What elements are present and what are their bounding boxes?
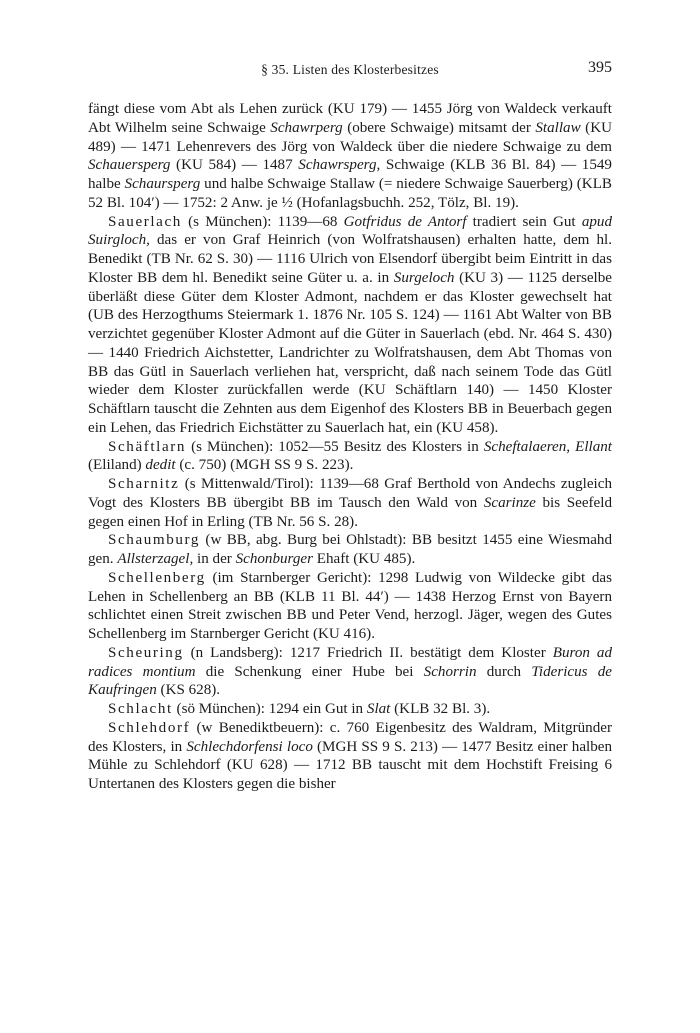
text-run: fängt diese vom Abt als Lehen zurück (KU 179) — 1455 Jörg von Waldeck verkauft Abt Wilhelm seine Schwaige: [88, 101, 612, 136]
italic-term: Schonburger: [235, 551, 313, 567]
text-run: (c. 750) (MGH SS 9 S. 223).: [175, 457, 354, 474]
entry-place-name: Schäftlarn: [108, 438, 187, 455]
page-number: 395: [588, 59, 612, 76]
entry-place-name: Schlacht: [108, 701, 173, 717]
entry-place-name: Scharnitz: [108, 476, 180, 492]
text-run: (obere Schwaige) mitsamt der: [342, 119, 536, 136]
italic-term: apud Suirgloch,: [88, 213, 612, 249]
text-run: die Schenkung einer Hube bei: [195, 663, 424, 680]
text-run: Schwaige (KLB 36 Bl. 84) — 1549 halbe: [88, 157, 612, 192]
text-run: (s München): 1139—68: [181, 213, 344, 230]
text-run: (sö München): 1294 ein Gut in: [172, 701, 367, 717]
italic-term: Stallaw: [535, 119, 581, 136]
paragraph: [88, 438, 612, 476]
italic-term: Schlechdorfensi loco: [186, 738, 313, 755]
italic-term: Slat: [366, 701, 391, 717]
text-run: (Eliland): [88, 457, 146, 474]
paragraph: [88, 213, 612, 438]
entry-place-name: Scheuring: [108, 644, 184, 661]
text-run: das er von Graf Heinrich (von Wolfratshausen) erhalten hatte, dem hl. Benedikt (TB Nr. 62 S. 30) — 1116 Ulrich von Elsendorf übergibt beim Eintritt in das Kloster BB dem hl. Benedikt seine Güter u. a. in: [88, 232, 612, 286]
text-run: (s München): 1052—55 Besitz des Klosters in: [186, 438, 484, 455]
paragraph: [88, 531, 612, 569]
entry-place-name: Schlehdorf: [108, 719, 191, 736]
body-text: [88, 100, 612, 794]
text-run: in der: [193, 551, 236, 567]
entry-place-name: Sauerlach: [108, 213, 182, 230]
italic-term: Schaursperg: [124, 176, 201, 192]
text-run: durch: [476, 663, 532, 680]
paragraph: [88, 719, 612, 794]
text-run: (KS 628).: [156, 682, 221, 699]
running-header: [88, 59, 612, 82]
text-run: (KU 489) — 1471 Lehenrevers des Jörg von Waldeck über die niedere Schwaige zu dem: [88, 119, 613, 155]
entry-place-name: Schellenberg: [108, 569, 206, 586]
italic-term: Schauersperg: [88, 157, 171, 174]
italic-term: Scarinze: [483, 494, 536, 511]
text-run: (im Starnberger Gericht): 1298 Ludwig von Wildecke gibt das Lehen in Schellenberg an BB (KLB 11 Bl. 44′) — 1438 Herzog Ernst von Bayern schlichtet einen Streit zwischen BB und Peter Vend, herzogl. Jäger, wegen des Gutes Schellenberg im Starnberger Gericht (KU 416).: [88, 569, 612, 642]
paragraph: [88, 100, 612, 213]
italic-term: Scheftalaeren, Ellant: [483, 438, 612, 455]
text-run: (KU 584) — 1487: [170, 157, 299, 174]
italic-term: Schorrin: [423, 663, 477, 680]
paragraph: [88, 475, 612, 531]
text-run: (s Mittenwald/Tirol): 1139—68 Graf Berthold von Andechs zugleich Vogt des Klosters BB übergibt BB im Tausch den Wald von: [88, 476, 612, 511]
text-run: bis Seefeld gegen einen Hof in Erling (TB Nr. 56 S. 28).: [88, 494, 612, 530]
italic-term: Surgeloch: [393, 269, 455, 286]
italic-term: Buron ad radices montium: [88, 644, 613, 680]
text-run: (KLB 32 Bl. 3).: [390, 701, 491, 717]
text-run: Ehaft (KU 485).: [313, 551, 416, 567]
italic-term: dedit: [145, 457, 176, 474]
text-run: (n Landsberg): 1217 Friedrich II. bestätigt dem Kloster: [183, 644, 553, 661]
italic-term: Schawrsperg,: [298, 157, 381, 174]
italic-term: Schawrperg: [270, 119, 343, 136]
italic-term: Allsterzagel,: [117, 551, 194, 567]
text-run: und halbe Schwaige Stallaw (= niedere Schwaige Sauerberg) (KLB 52 Bl. 104′) — 1752: 2 Anw. je ½ (Hofanlagsbuchh. 252, Tölz, Bl. 19).: [88, 176, 612, 211]
paragraph: [88, 700, 612, 719]
paragraph: [88, 569, 612, 644]
text-run: (w BB, abg. Burg bei Ohlstadt): BB besitzt 1455 eine Wiesmahd gen.: [88, 532, 612, 567]
text-run: (w Benediktbeuern): c. 760 Eigenbesitz des Waldram, Mitgründer des Klosters, in: [88, 719, 612, 755]
entry-place-name: Schaumburg: [108, 532, 201, 549]
italic-term: Tidericus de Kaufringen: [88, 663, 612, 699]
text-run: (MGH SS 9 S. 213) — 1477 Besitz einer halben Mühle zu Schlehdorf (KU 628) — 1712 BB tauscht mit dem Hochstift Freising 6 Untertanen des Klosters gegen die bisher: [88, 738, 613, 792]
header-title: § 35. Listen des Klosterbesitzes: [261, 62, 439, 77]
italic-term: Gotfridus de Antorf: [343, 213, 467, 230]
paragraph: [88, 644, 612, 700]
text-run: tradiert sein Gut: [466, 213, 582, 230]
text-run: (KU 3) — 1125 derselbe überläßt diese Güter dem Kloster Admont, nachdem er das Kloster gewechselt hat (UB des Herzogthums Steiermark 1. 1876 Nr. 105 S. 124) — 1161 Abt Walter von BB verzichtet gegenüber Kloster Admont auf die Güter in Sauerlach (ebd. Nr. 464 S. 430) — 1440 Friedrich Aichstetter, Landrichter zu Wolfratshausen, dem Abt Thomas von BB das Gütl in Sauerlach verliehen hat, verspricht, daß nach seinem Tode das Gütl wieder dem Kloster zurückfallen werde (KU Schäftlarn 140) — 1450 Kloster Schäftlarn tauscht die Zehnten aus dem Eigenhof des Klosters BB in Beuerbach gegen ein Lehen, das Friedrich Eichstätter zu Sauerlach hat, ein (KU 458).: [88, 269, 612, 436]
